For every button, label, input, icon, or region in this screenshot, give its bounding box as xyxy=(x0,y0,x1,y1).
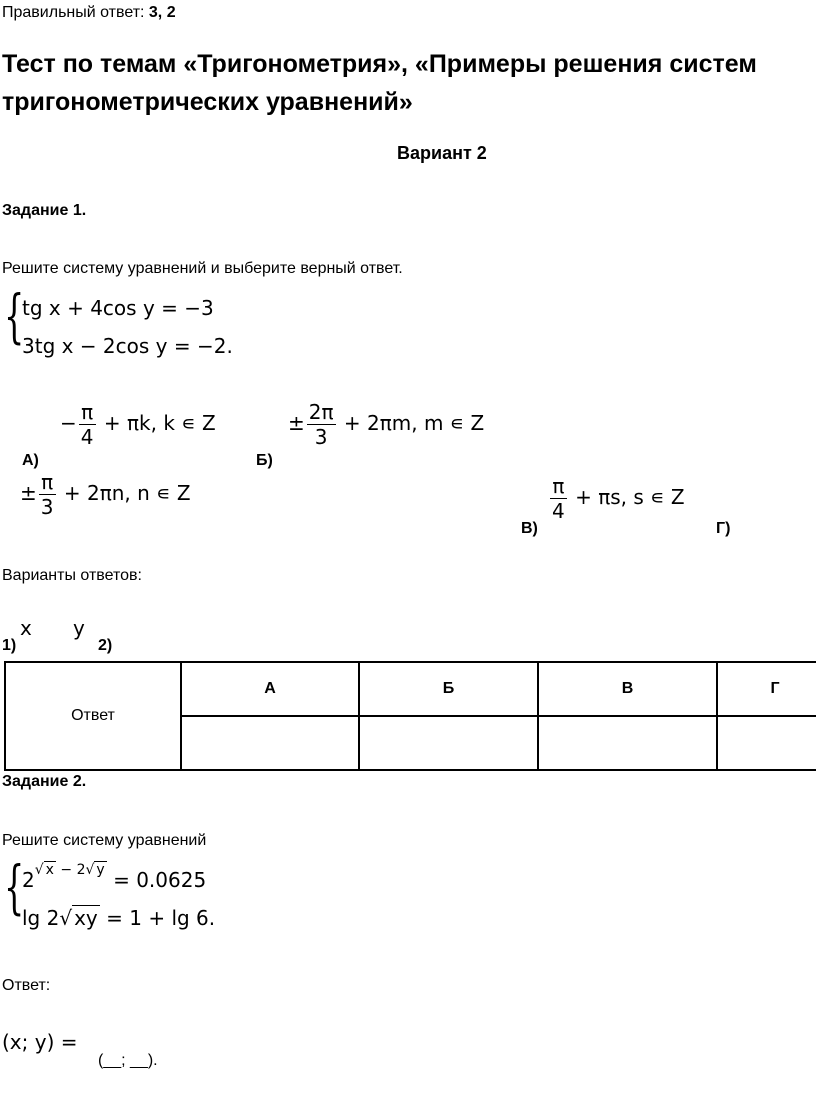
test-title-line1: Тест по темам «Тригонометрия», «Примеры решения систем xyxy=(2,50,757,78)
task2-system-brace: { xyxy=(4,853,25,921)
task1-heading: Задание 1. xyxy=(2,202,87,219)
task1-eq2: 3tg x − 2cos y = −2. xyxy=(22,334,233,358)
option-g-formula: $\frac{\pi}{4}$ + πs, s ∊ Z xyxy=(552,474,685,523)
option-b-label: Б) xyxy=(256,452,273,469)
answers-heading: Варианты ответов: xyxy=(2,567,142,584)
option-b-formula: ± $\frac{2\pi}{3}$ + 2πm, m ∊ Z xyxy=(288,400,485,449)
answer2-label: 2) xyxy=(98,637,113,654)
answer-cell[interactable] xyxy=(181,716,359,770)
task1-eq1: tg x + 4cos y = −3 xyxy=(22,296,214,320)
option-a-formula: − $\frac{\pi}{4}$ + πk, k ∊ Z xyxy=(60,400,216,449)
answer-col-header: В xyxy=(538,662,717,716)
var-x: x xyxy=(20,616,32,640)
answer-cell[interactable] xyxy=(538,716,717,770)
answer-col-header: Б xyxy=(359,662,538,716)
option-a-label: А) xyxy=(22,452,39,469)
option-v-label: В) xyxy=(521,520,538,537)
variant-heading: Вариант 2 xyxy=(397,143,487,163)
task2-eq1: $2^{√ x - 2√ y} = 0.0625$ xyxy=(22,862,207,892)
answer-cell[interactable] xyxy=(717,716,816,770)
task2-eq2: lg 2√ xy = 1 + lg 6. xyxy=(22,906,216,930)
option-v-formula: ± $\frac{\pi}{3}$ + 2πn, n ∊ Z xyxy=(20,470,191,519)
task1-system-brace: { xyxy=(4,282,25,350)
option-g-label: Г) xyxy=(716,520,731,537)
answer-cell[interactable] xyxy=(359,716,538,770)
answer-col-header: Г xyxy=(717,662,816,716)
test-title-line2: тригонометрических уравнений» xyxy=(2,88,413,116)
answer1-label: 1) xyxy=(2,637,17,654)
task2-answer-expr: (x; y) = xyxy=(2,1030,78,1054)
correct-answer-label: Правильный ответ: xyxy=(2,4,149,21)
task2-answer-label: Ответ: xyxy=(2,977,51,994)
answer-table xyxy=(4,661,816,771)
answer-col-header: А xyxy=(181,662,359,716)
correct-answer-line xyxy=(2,4,176,22)
task1-instruction: Решите систему уравнений и выберите верный ответ. xyxy=(2,260,403,277)
var-y: y xyxy=(73,616,85,640)
task2-answer-blank[interactable]: (__; __). xyxy=(98,1052,158,1069)
task2-heading: Задание 2. xyxy=(2,773,87,790)
correct-answer-value: 3, 2 xyxy=(148,4,176,21)
answer-row-label: Ответ xyxy=(5,662,181,770)
task2-instruction: Решите систему уравнений xyxy=(2,832,207,849)
